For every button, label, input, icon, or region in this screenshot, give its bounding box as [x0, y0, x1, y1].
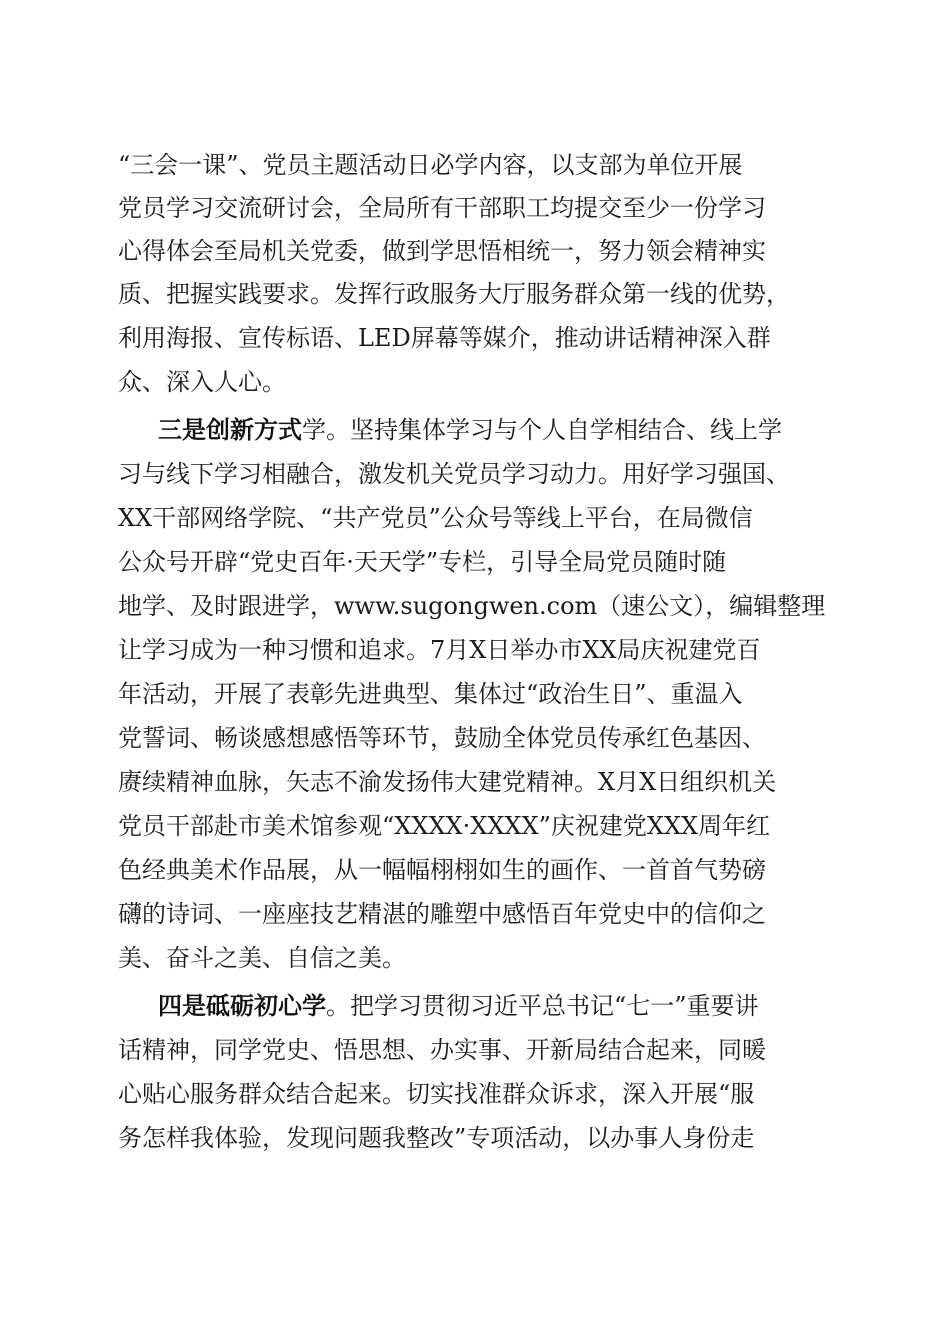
- section-heading-fourth: 四是砥砺初心学: [158, 992, 326, 1020]
- paragraph-line: 党员学习交流研讨会，全局所有干部职工均提交至少一份学习: [118, 194, 766, 222]
- section-heading-third: 三是创新方式: [158, 416, 302, 444]
- paragraph-line: 党誓词、畅谈感想感悟等环节，鼓励全体党员传承红色基因、: [118, 724, 766, 752]
- paragraph-line: 利用海报、宣传标语、LED屏幕等媒介，推动讲话精神深入群: [118, 324, 771, 352]
- paragraph-line: 年活动，开展了表彰先进典型、集体过“政治生日”、重温入: [118, 680, 743, 708]
- paragraph-line: 公众号开辟“党史百年·天天学”专栏，引导全局党员随时随: [118, 548, 727, 576]
- paragraph-line: 心得体会至局机关党委，做到学思悟相统一，努力领会精神实: [118, 237, 766, 265]
- paragraph-line: 地学、及时跟进学，www.sugongwen.com（速公文），编辑整理: [118, 592, 826, 620]
- paragraph-line: 习与线下学习相融合，激发机关党员学习动力。用好学习强国、: [118, 460, 790, 488]
- paragraph-line: “三会一课”、党员主题活动日必学内容，以支部为单位开展: [118, 151, 743, 179]
- paragraph-line: 美、奋斗之美、自信之美。: [118, 944, 406, 972]
- paragraph-text: 学。坚持集体学习与个人自学相结合、线上学: [302, 416, 782, 444]
- paragraph-line: 务怎样我体验，发现问题我整改”专项活动，以办事人身份走: [118, 1124, 755, 1152]
- paragraph-line: 礴的诗词、一座座技艺精湛的雕塑中感悟百年党史中的信仰之: [118, 900, 766, 928]
- paragraph-line: [158, 986, 838, 1026]
- paragraph-line: [158, 410, 838, 450]
- paragraph-line: 质、把握实践要求。发挥行政服务大厅服务群众第一线的优势，: [118, 280, 790, 308]
- paragraph-line: 心贴心服务群众结合起来。切实找准群众诉求，深入开展“服: [118, 1080, 755, 1108]
- paragraph-line: 色经典美术作品展，从一幅幅栩栩如生的画作、一首首气势磅: [118, 856, 766, 884]
- paragraph-line: 党员干部赴市美术馆参观“XXXX·XXXX”庆祝建党XXX周年红: [118, 812, 771, 840]
- paragraph-line: XX干部网络学院、“共产党员”公众号等线上平台，在局微信: [118, 504, 753, 532]
- paragraph-line: 赓续精神血脉，矢志不渝发扬伟大建党精神。X月X日组织机关: [118, 768, 777, 796]
- paragraph-line: 众、深入人心。: [118, 368, 286, 396]
- paragraph-text: 。把学习贯彻习近平总书记“七一”重要讲: [326, 992, 759, 1020]
- paragraph-line: 话精神，同学党史、悟思想、办实事、开新局结合起来，同暖: [118, 1036, 766, 1064]
- paragraph-line: 让学习成为一种习惯和追求。7月X日举办市XX局庆祝建党百: [118, 636, 761, 664]
